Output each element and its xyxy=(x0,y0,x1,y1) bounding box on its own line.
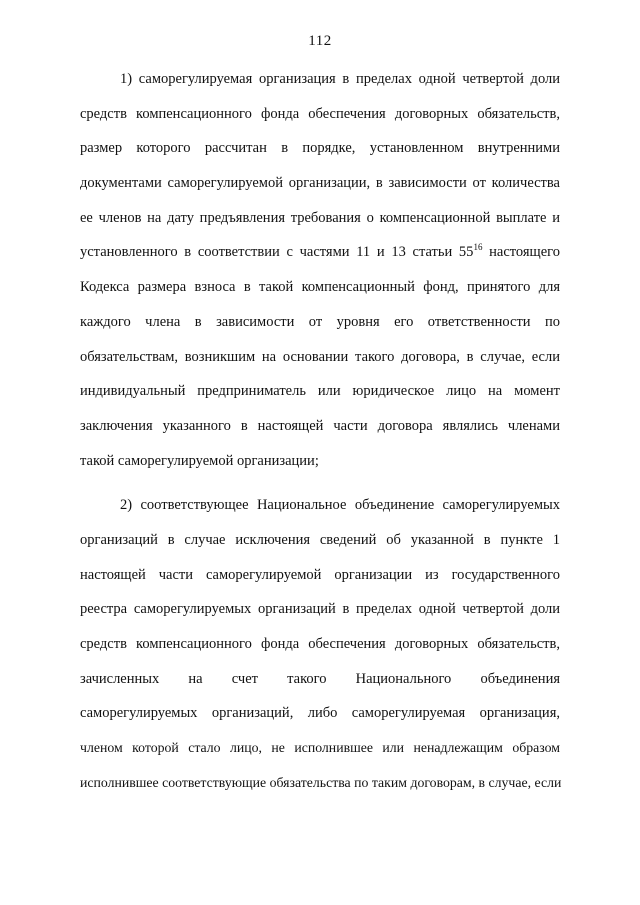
text-line: 2) соответствующее Национальное объединение саморегулируемых xyxy=(120,497,560,514)
text-line: каждого члена в зависимости от уровня его ответственности по xyxy=(80,313,560,330)
text-line: исполнившее соответствующие обязательства по таким договорам, в случае, если xyxy=(80,774,562,790)
text-line: документами саморегулируемой организации, в зависимости от количества xyxy=(80,175,560,192)
text-line: размер которого рассчитан в порядке, установленном внутренними xyxy=(80,140,560,157)
text-line: зачисленных на счет такого Национального объединения xyxy=(80,670,560,687)
text-line: реестра саморегулируемых организаций в пределах одной четвертой доли xyxy=(80,601,560,618)
paragraph-1 xyxy=(80,62,560,478)
text-line: 1) саморегулируемая организация в пределах одной четвертой доли xyxy=(120,71,560,87)
paragraph-gap xyxy=(80,478,560,488)
text-line: организаций в случае исключения сведений об указанной в пункте 1 xyxy=(80,531,560,548)
text-line: такой саморегулируемой организации; xyxy=(80,452,319,469)
text-line: Кодекса размера взноса в такой компенсационный фонд, принятого для xyxy=(80,279,560,296)
text-line: индивидуальный предприниматель или юридическое лицо на момент xyxy=(80,383,560,400)
text-line: средств компенсационного фонда обеспечения договорных обязательств, xyxy=(80,636,560,652)
page-number: 112 xyxy=(308,33,332,49)
text-segment: установленного в соответствии с частями 11 и 13 статьи 55 xyxy=(80,244,474,261)
text-segment: настоящего xyxy=(482,244,560,261)
text-line: обязательствам, возникшим на основании такого договора, в случае, если xyxy=(80,348,560,365)
text-line: средств компенсационного фонда обеспечения договорных обязательств, xyxy=(80,105,560,122)
paragraph-2 xyxy=(80,488,560,800)
document-body xyxy=(80,62,560,800)
text-line: ее членов на дату предъявления требования о компенсационной выплате и xyxy=(80,209,560,226)
superscript-index: 16 xyxy=(473,242,483,253)
text-line: настоящей части саморегулируемой организации из государственного xyxy=(80,566,560,583)
text-line: саморегулируемых организаций, либо саморегулируемая организация, xyxy=(80,705,560,722)
text-line-with-footnote xyxy=(80,235,560,270)
text-line: членом которой стало лицо, не исполнившее или ненадлежащим образом xyxy=(80,740,560,756)
text-line: заключения указанного в настоящей части договора являлись членами xyxy=(80,417,560,434)
